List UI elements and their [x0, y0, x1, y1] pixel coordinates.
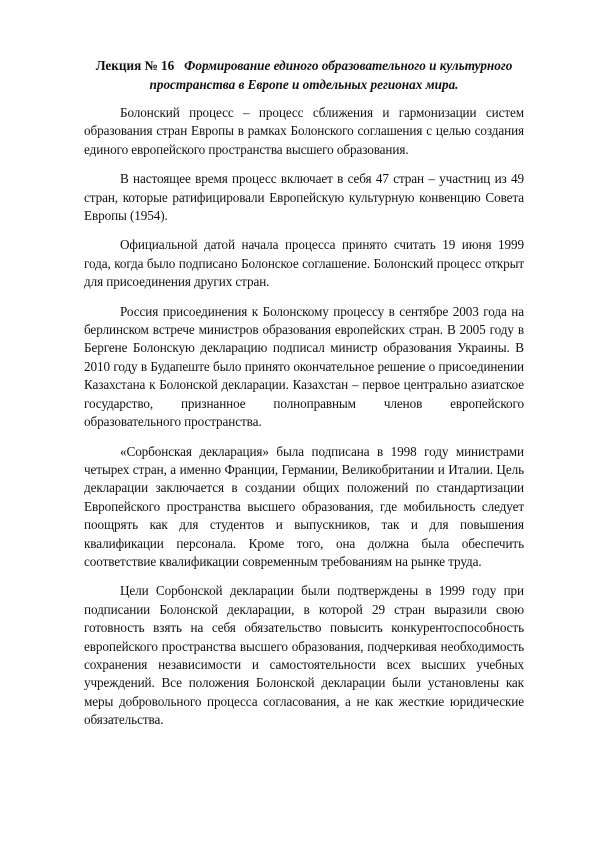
paragraph-sorbonne-declaration: «Сорбонская декларация» была подписана в 1998 году министрами четырех стран, а именно Франции, Германии, Великобритании и Италии. Цель декларации заключается в создании общих положений по стандартизации Европейского пространства высшего образования, где мобильность следует поощрять как для студентов и выпускников, так и для повышения квалификации персонала. Кроме того, она должна была обеспечить соответствие квалификации современным требованиям на рынке труда. [84, 443, 524, 569]
lecture-topic: Формирование единого образовательного и культурного пространства в Европе и отдельных регионах мира. [149, 58, 513, 92]
paragraph-participants: В настоящее время процесс включает в себя 47 стран – участниц из 49 стран, которые ратифицировали Европейскую культурную конвенцию Совета Европы (1954). [84, 171, 524, 224]
paragraph-start-date: Официальной датой начала процесса принято считать 19 июня 1999 года, когда было подписано Болонское соглашение. Болонский процесс открыт для присоединения других стран. [84, 237, 524, 290]
lecture-title [84, 56, 524, 94]
paragraph-accession: Россия присоединения к Болонскому процессу в сентябре 2003 года на берлинском встрече министров образования европейских стран. В 2005 году в Бергене Болонскую декларацию подписал министр образования Украины. В 2010 году в Будапеште было принято окончательное решение о присоединении Казахстана к Болонской декларации. Казахстан – первое центрально азиатское государство, признанное полноправным членов европейского образовательного пространства. [84, 303, 524, 430]
document-page [84, 56, 524, 741]
lecture-number: Лекция № 16 [95, 58, 175, 73]
paragraph-bologna-goals: Цели Сорбонской декларации были подтверждены в 1999 году при подписании Болонской декларации, в которой 29 стран выразили свою готовность взять на себя обязательство повысить конкурентоспособность европейского пространства высшего образования, подчеркивая необходимость сохранения независимости и самостоятельности всех высших учебных учреждений. Все положения Болонской декларации были установлены как меры добровольного процесса согласования, а не как жесткие юридические обязательства. [84, 583, 524, 728]
paragraph-bologna-definition: Болонский процесс – процесс сближения и гармонизации систем образования стран Европы в рамках Болонского соглашения с целью создания единого европейского пространства высшего образования. [84, 105, 524, 157]
